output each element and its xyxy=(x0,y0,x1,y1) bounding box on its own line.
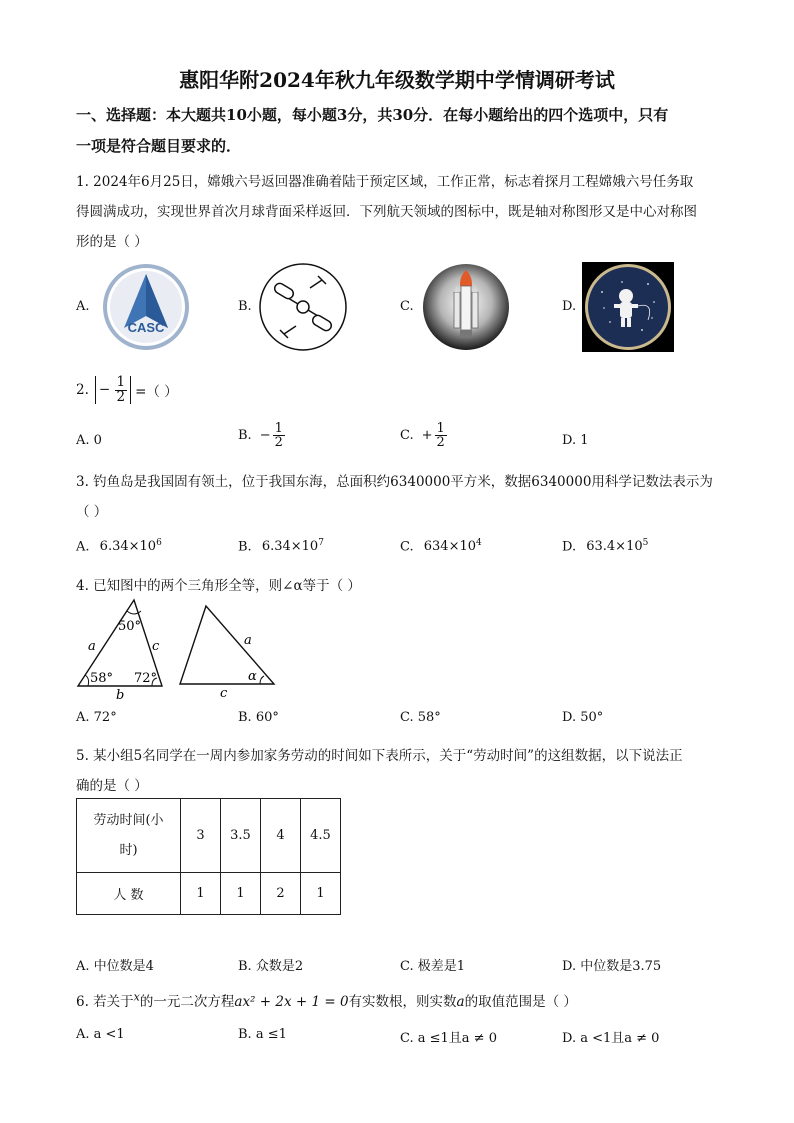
q2-option-a: A. 0 xyxy=(76,433,102,448)
q4-option-c: C. 58° xyxy=(400,710,441,725)
q2-absolute-value xyxy=(95,376,131,404)
table-cell: 3 xyxy=(181,799,221,873)
q2-suffix: =（ ） xyxy=(135,384,178,400)
q3-option-a xyxy=(76,538,162,554)
q5-option-a: A. 中位数是4 xyxy=(76,959,154,974)
q3-option-exp: 4 xyxy=(476,538,482,548)
q3-option-exp: 7 xyxy=(318,538,324,548)
q2-frac-num: 1 xyxy=(116,374,126,390)
fig1-top-angle: 50° xyxy=(118,619,142,634)
q6-option-c: C. a ≤1且a ≠ 0 xyxy=(400,1031,497,1046)
q2-option-c-fraction xyxy=(435,422,447,449)
frac-den: 2 xyxy=(274,435,283,450)
q3-option-label: D. xyxy=(562,539,577,555)
q4-text: 4. 已知图中的两个三角形全等，则∠α等于（ ） xyxy=(76,578,361,594)
frac-num: 1 xyxy=(274,421,283,436)
fig2-side-a: a xyxy=(244,633,252,648)
q3-option-d xyxy=(562,538,648,554)
astronaut-logo xyxy=(582,262,674,352)
header-line: 劳动时间(小 xyxy=(93,812,164,828)
table-cell: 1 xyxy=(181,873,221,915)
svg-text:CASC: CASC xyxy=(127,320,165,335)
q2-option-c-label: C. xyxy=(400,428,414,443)
q1-text-line3: 形的是（ ） xyxy=(76,234,148,250)
q4-option-d: D. 50° xyxy=(562,710,604,725)
q3-option-base: 634×10 xyxy=(423,539,477,555)
q6-option-b: B. a ≤1 xyxy=(238,1027,287,1042)
q3-option-b xyxy=(238,538,324,554)
q3-option-label: A. xyxy=(76,539,90,555)
q1-text-line1: 1. 2024年6月25日，嫦娥六号返回器准确着陆于预定区域，工作正常，标志着探月工程嫦娥六号任务取 xyxy=(76,174,694,190)
q2-option-b-sign: − xyxy=(259,428,271,443)
q3-option-base: 6.34×10 xyxy=(99,539,157,555)
fig1-side-b: b xyxy=(116,688,125,702)
q2-option-c xyxy=(400,422,447,449)
frac-num: 1 xyxy=(436,421,445,436)
triangle-figure-2 xyxy=(176,600,280,700)
table-header-cell: 人 数 xyxy=(77,873,181,915)
q2-frac-den: 2 xyxy=(116,388,126,405)
q2-option-b xyxy=(238,422,285,449)
q2-option-d: D. 1 xyxy=(562,433,589,448)
rocket-logo xyxy=(420,262,512,352)
q6-text-part: 的取值范围是（ ） xyxy=(464,994,577,1010)
exam-title: 惠阳华附2024年秋九年级数学期中学情调研考试 xyxy=(179,68,615,92)
q3-option-c xyxy=(400,538,482,554)
section-heading-cont: 一项是符合题目要求的． xyxy=(76,137,242,155)
q6-text xyxy=(76,990,577,1010)
q3-option-base: 6.34×10 xyxy=(261,539,319,555)
table-cell: 4.5 xyxy=(301,799,341,873)
section-heading: 一、选择题：本大题共10小题，每小题3分，共30分．在每小题给出的四个选项中，只有 xyxy=(76,106,669,124)
table-cell: 1 xyxy=(221,873,261,915)
q2-fraction xyxy=(115,376,128,404)
q2-option-b-label: B. xyxy=(238,428,252,443)
q2-minus: − xyxy=(98,381,111,398)
q4-option-a: A. 72° xyxy=(76,710,117,725)
q6-option-d: D. a <1且a ≠ 0 xyxy=(562,1031,660,1046)
triangle-figure-1 xyxy=(72,596,172,702)
table-row xyxy=(77,799,341,873)
header-line: 时) xyxy=(119,842,138,858)
q6-text-part: 的一元二次方程 xyxy=(139,994,235,1010)
q3-option-exp: 6 xyxy=(156,538,162,548)
q1-text-line2: 得圆满成功，实现世界首次月球背面采样返回．下列航天领域的图标中，既是轴对称图形又是中心对称图 xyxy=(76,204,697,220)
table-cell: 4 xyxy=(261,799,301,873)
satellite-logo xyxy=(258,262,348,352)
q6-var-a: a xyxy=(456,994,465,1010)
q5-text-line1: 5. 某小组5名同学在一周内参加家务劳动的时间如下表所示，关于“劳动时间”的这组数据，以下说法正 xyxy=(76,748,683,764)
q6-text-part: 6. 若关于 xyxy=(76,994,134,1010)
q6-var-x: x xyxy=(133,990,140,1004)
q6-option-a: A. a <1 xyxy=(76,1027,125,1042)
casc-logo xyxy=(100,262,192,352)
q2-text xyxy=(76,370,178,410)
table-cell: 3.5 xyxy=(221,799,261,873)
fig1-side-c: c xyxy=(152,639,160,654)
q1-option-d-label: D. xyxy=(562,299,577,314)
q6-equation: ax² + 2x + 1 = 0 xyxy=(234,994,349,1010)
fig1-side-a: a xyxy=(88,639,96,654)
q3-text-line1: 3. 钓鱼岛是我国固有领土，位于我国东海，总面积约6340000平方米，数据6340000用科学记数法表示为 xyxy=(76,474,713,490)
q3-option-base: 63.4×10 xyxy=(586,539,643,555)
q6-text-part: 有实数根，则实数 xyxy=(348,994,457,1010)
frac-den: 2 xyxy=(436,435,445,450)
q3-option-label: B. xyxy=(238,539,252,555)
fig1-right-angle: 72° xyxy=(134,671,158,686)
q5-option-b: B. 众数是2 xyxy=(238,959,304,974)
q2-option-c-sign: + xyxy=(421,428,433,443)
q5-text-line2: 确的是（ ） xyxy=(76,778,148,794)
table-header-cell xyxy=(77,799,181,873)
table-cell: 1 xyxy=(301,873,341,915)
q3-option-label: C. xyxy=(400,539,414,555)
q2-option-b-fraction xyxy=(273,422,285,449)
q4-option-b: B. 60° xyxy=(238,710,279,725)
labor-time-table xyxy=(76,798,341,915)
q5-option-c: C. 极差是1 xyxy=(400,959,466,974)
q3-option-exp: 5 xyxy=(642,538,649,548)
q5-option-d: D. 中位数是3.75 xyxy=(562,959,662,974)
table-cell: 2 xyxy=(261,873,301,915)
q3-text-line2: （ ） xyxy=(76,504,108,520)
fig2-side-c: c xyxy=(220,686,228,700)
q1-option-b-label: B. xyxy=(238,299,252,314)
q2-number: 2. xyxy=(76,382,89,398)
fig2-alpha: α xyxy=(248,669,257,684)
q1-option-c-label: C. xyxy=(400,299,414,314)
q1-option-a-label: A. xyxy=(76,299,90,314)
fig1-left-angle: 58° xyxy=(90,671,114,686)
table-row xyxy=(77,873,341,915)
